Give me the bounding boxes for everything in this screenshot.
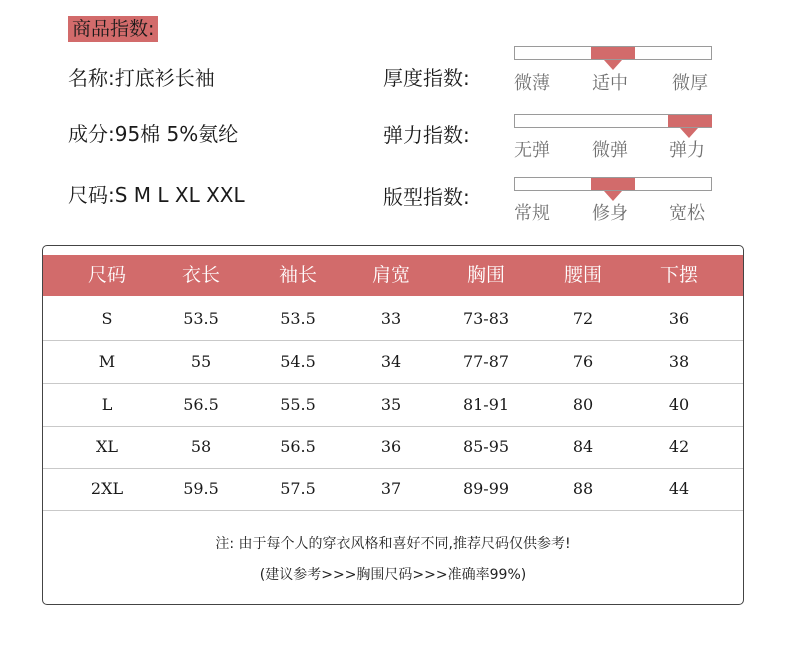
elasticity-option-2: 微弹 bbox=[592, 140, 628, 161]
cell-length: 58 bbox=[190, 437, 212, 456]
cell-sleeve: 55.5 bbox=[280, 395, 316, 414]
elasticity-scale bbox=[514, 114, 712, 128]
header-waist: 腰围 bbox=[563, 264, 602, 286]
thickness-scale-fill bbox=[591, 47, 635, 59]
cell-sleeve: 53.5 bbox=[280, 309, 316, 328]
header-chest: 胸围 bbox=[466, 264, 505, 286]
cell-size: S bbox=[101, 309, 113, 328]
cell-waist: 80 bbox=[572, 395, 594, 414]
accuracy-note: (建议参考>>>胸围尺码>>>准确率99%) bbox=[259, 567, 527, 583]
cell-size: XL bbox=[95, 437, 118, 456]
cell-chest: 73-83 bbox=[462, 309, 510, 328]
elasticity-option-3: 弹力 bbox=[669, 140, 705, 161]
cell-hem: 44 bbox=[668, 479, 690, 498]
cell-sleeve: 57.5 bbox=[280, 479, 316, 498]
fit-scale bbox=[514, 177, 712, 191]
cell-sleeve: 56.5 bbox=[280, 437, 316, 456]
product-sizes: 尺码:S M L XL XXL bbox=[68, 183, 245, 207]
sizing-note: 注: 由于每个人的穿衣风格和喜好不同,推荐尺码仅供参考! bbox=[215, 536, 571, 552]
table-header bbox=[43, 255, 743, 296]
cell-size: M bbox=[98, 352, 116, 371]
cell-length: 55 bbox=[190, 352, 212, 371]
fit-option-2: 修身 bbox=[592, 203, 628, 224]
cell-size: 2XL bbox=[90, 479, 124, 498]
cell-hem: 38 bbox=[668, 352, 690, 371]
cell-shoulder: 35 bbox=[380, 395, 402, 414]
fit-option-3: 宽松 bbox=[669, 203, 705, 224]
cell-hem: 42 bbox=[668, 437, 690, 456]
header-length: 衣长 bbox=[181, 264, 220, 286]
thickness-option-3: 微厚 bbox=[672, 73, 708, 94]
table-row bbox=[43, 298, 743, 341]
table-row bbox=[43, 384, 743, 427]
thickness-option-1: 微薄 bbox=[514, 73, 550, 94]
cell-length: 59.5 bbox=[183, 479, 219, 498]
cell-waist: 88 bbox=[572, 479, 594, 498]
cell-hem: 40 bbox=[668, 395, 690, 414]
thickness-option-2: 适中 bbox=[592, 73, 628, 94]
cell-shoulder: 34 bbox=[380, 352, 402, 371]
cell-chest: 89-99 bbox=[462, 479, 510, 498]
thickness-index-label: 厚度指数: bbox=[383, 66, 470, 90]
cell-shoulder: 36 bbox=[380, 437, 402, 456]
cell-chest: 77-87 bbox=[462, 352, 510, 371]
cell-chest: 81-91 bbox=[462, 395, 510, 414]
fit-index-label: 版型指数: bbox=[383, 185, 470, 209]
thickness-scale bbox=[514, 46, 712, 60]
table-row bbox=[43, 341, 743, 384]
fit-option-1: 常规 bbox=[514, 203, 550, 224]
header-hem: 下摆 bbox=[659, 264, 698, 286]
cell-length: 56.5 bbox=[183, 395, 219, 414]
header-sleeve: 袖长 bbox=[278, 264, 317, 286]
cell-length: 53.5 bbox=[183, 309, 219, 328]
table-row bbox=[43, 468, 743, 511]
cell-sleeve: 54.5 bbox=[280, 352, 316, 371]
elasticity-marker-icon bbox=[680, 128, 698, 138]
header-size: 尺码 bbox=[87, 264, 126, 286]
product-material: 成分:95棉 5%氨纶 bbox=[68, 122, 239, 146]
header-shoulder: 肩宽 bbox=[371, 264, 410, 286]
fit-scale-fill bbox=[591, 178, 635, 190]
cell-size: L bbox=[101, 395, 113, 414]
cell-waist: 84 bbox=[572, 437, 594, 456]
elasticity-index-label: 弹力指数: bbox=[383, 123, 470, 147]
cell-shoulder: 37 bbox=[380, 479, 402, 498]
fit-marker-icon bbox=[604, 191, 622, 201]
size-table bbox=[42, 245, 744, 605]
cell-hem: 36 bbox=[668, 309, 690, 328]
cell-shoulder: 33 bbox=[380, 309, 402, 328]
cell-waist: 76 bbox=[572, 352, 594, 371]
cell-chest: 85-95 bbox=[462, 437, 510, 456]
cell-waist: 72 bbox=[572, 309, 594, 328]
thickness-marker-icon bbox=[604, 60, 622, 70]
section-title: 商品指数: bbox=[68, 16, 158, 42]
elasticity-option-1: 无弹 bbox=[514, 140, 550, 161]
table-row bbox=[43, 426, 743, 469]
product-name: 名称:打底衫长袖 bbox=[68, 66, 215, 90]
elasticity-scale-fill bbox=[668, 115, 712, 127]
